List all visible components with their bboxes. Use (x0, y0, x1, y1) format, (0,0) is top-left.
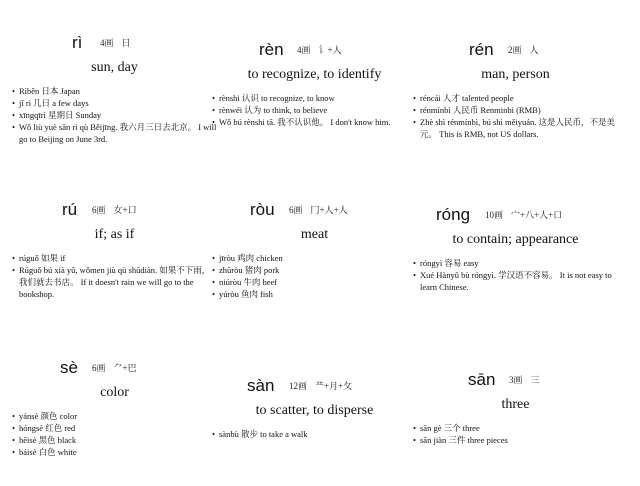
pinyin: sàn (247, 376, 275, 395)
radical: 宀+八+人+口 (511, 210, 563, 220)
char-card-se (12, 358, 217, 458)
char-card-san1 (413, 370, 618, 446)
radical: 冂+人+人 (310, 205, 348, 215)
stroke-count: 10画 (485, 210, 504, 220)
radical: 讠+人 (318, 45, 342, 55)
example-item: • réncái 人才 talented people (413, 92, 618, 104)
stroke-radical (289, 204, 348, 216)
char-card-ren4 (212, 40, 417, 128)
meaning: man, person (481, 67, 550, 82)
stroke-radical (92, 362, 137, 374)
example-list (413, 257, 618, 293)
radical: 龷+月+攵 (315, 381, 353, 391)
meaning: color (100, 385, 129, 400)
radical: 三 (530, 375, 540, 385)
example-item: • sān gè 三个 three (413, 422, 618, 434)
stroke-radical (92, 204, 137, 216)
example-item: • Wǒ bú rènshi tā. 我不认识他。 I don't know him. (212, 116, 417, 128)
pinyin: rén (469, 40, 494, 59)
example-item: • rúguǒ 如果 if (12, 252, 217, 264)
example-list (212, 428, 417, 440)
example-item: • jīròu 鸡肉 chicken (212, 252, 417, 264)
char-card-san4 (212, 376, 417, 440)
pinyin: sān (468, 370, 496, 389)
example-list (413, 92, 618, 140)
pinyin: rì (72, 33, 83, 52)
example-item: • hóngsè 红色 red (12, 422, 217, 434)
stroke-radical (508, 44, 539, 56)
meaning: if; as if (94, 227, 135, 242)
meaning: to contain; appearance (452, 232, 579, 247)
stroke-radical (485, 209, 562, 221)
stroke-radical (289, 380, 352, 392)
pinyin: ròu (250, 200, 275, 219)
example-item: • Rìběn 日本 Japan (12, 85, 217, 97)
radical: ⺈+巴 (113, 363, 137, 373)
stroke-count: 4画 (297, 45, 311, 55)
example-item: • rénmínbì 人民币 Renminbi (RMB) (413, 104, 618, 116)
example-item: • sān jiàn 三件 three pieces (413, 434, 618, 446)
stroke-count: 6画 (289, 205, 303, 215)
example-list (212, 252, 417, 300)
example-item: • hēisè 黑色 black (12, 434, 217, 446)
stroke-count: 2画 (508, 45, 522, 55)
stroke-radical (509, 374, 540, 386)
pinyin: rú (62, 200, 78, 219)
example-list (12, 85, 217, 145)
example-item: • yúròu 鱼肉 fish (212, 288, 417, 300)
meaning: to recognize, to identify (247, 67, 382, 82)
example-list (12, 410, 217, 458)
example-item: • Rúguǒ bú xià yǔ, wǒmen jiù qù shūdiàn. 如果不下雨，我们就去书店。 If it doesn't rain we will go to the bookshop. (12, 264, 217, 300)
stroke-count: 6画 (92, 205, 106, 215)
char-card-ru (12, 200, 217, 300)
example-item: • rènwéi 认为 to think, to believe (212, 104, 417, 116)
example-item: • xīngqīrì 星期日 Sunday (12, 109, 217, 121)
example-list (12, 252, 217, 300)
char-card-rong (413, 205, 618, 293)
meaning: sun, day (91, 60, 138, 75)
example-item: • yánsè 颜色 color (12, 410, 217, 422)
char-card-ri (12, 33, 217, 145)
meaning: to scatter, to disperse (255, 403, 374, 418)
stroke-radical (100, 37, 131, 49)
meaning: three (501, 397, 530, 412)
pinyin: rèn (259, 40, 284, 59)
stroke-count: 4画 (100, 38, 114, 48)
radical: 女+口 (113, 205, 137, 215)
example-item: • báisè 白色 white (12, 446, 217, 458)
example-list (212, 92, 417, 128)
example-item: • jǐ rì 几日 a few days (12, 97, 217, 109)
example-item: • niúròu 牛肉 beef (212, 276, 417, 288)
char-card-ren2 (413, 40, 618, 140)
pinyin: sè (60, 358, 78, 377)
stroke-count: 3画 (509, 375, 523, 385)
example-item: • róngyì 容易 easy (413, 257, 618, 269)
example-list (413, 422, 618, 446)
example-item: • rènshi 认识 to recognize, to know (212, 92, 417, 104)
char-card-rou (212, 200, 417, 300)
radical: 人 (529, 45, 539, 55)
meaning: meat (300, 227, 329, 242)
radical: 日 (121, 38, 131, 48)
example-item: • zhūròu 猪肉 pork (212, 264, 417, 276)
pinyin: róng (436, 205, 471, 224)
stroke-radical (297, 44, 342, 56)
example-item: • Zhè shì rénmínbì, bú shì měiyuán. 这是人民币，不是美元。 This is RMB, not US dollars. (413, 116, 618, 140)
example-item: • Xué Hànyǔ bù róngyì. 学汉语不容易。 It is not easy to learn Chinese. (413, 269, 618, 293)
stroke-count: 12画 (289, 381, 308, 391)
example-item: • sànbù 散步 to take a walk (212, 428, 417, 440)
example-item: • Wǒ liù yuè sān rì qù Běijīng. 我六月三日去北京。 I will go to Beijing on June 3rd. (12, 121, 217, 145)
stroke-count: 6画 (92, 363, 106, 373)
